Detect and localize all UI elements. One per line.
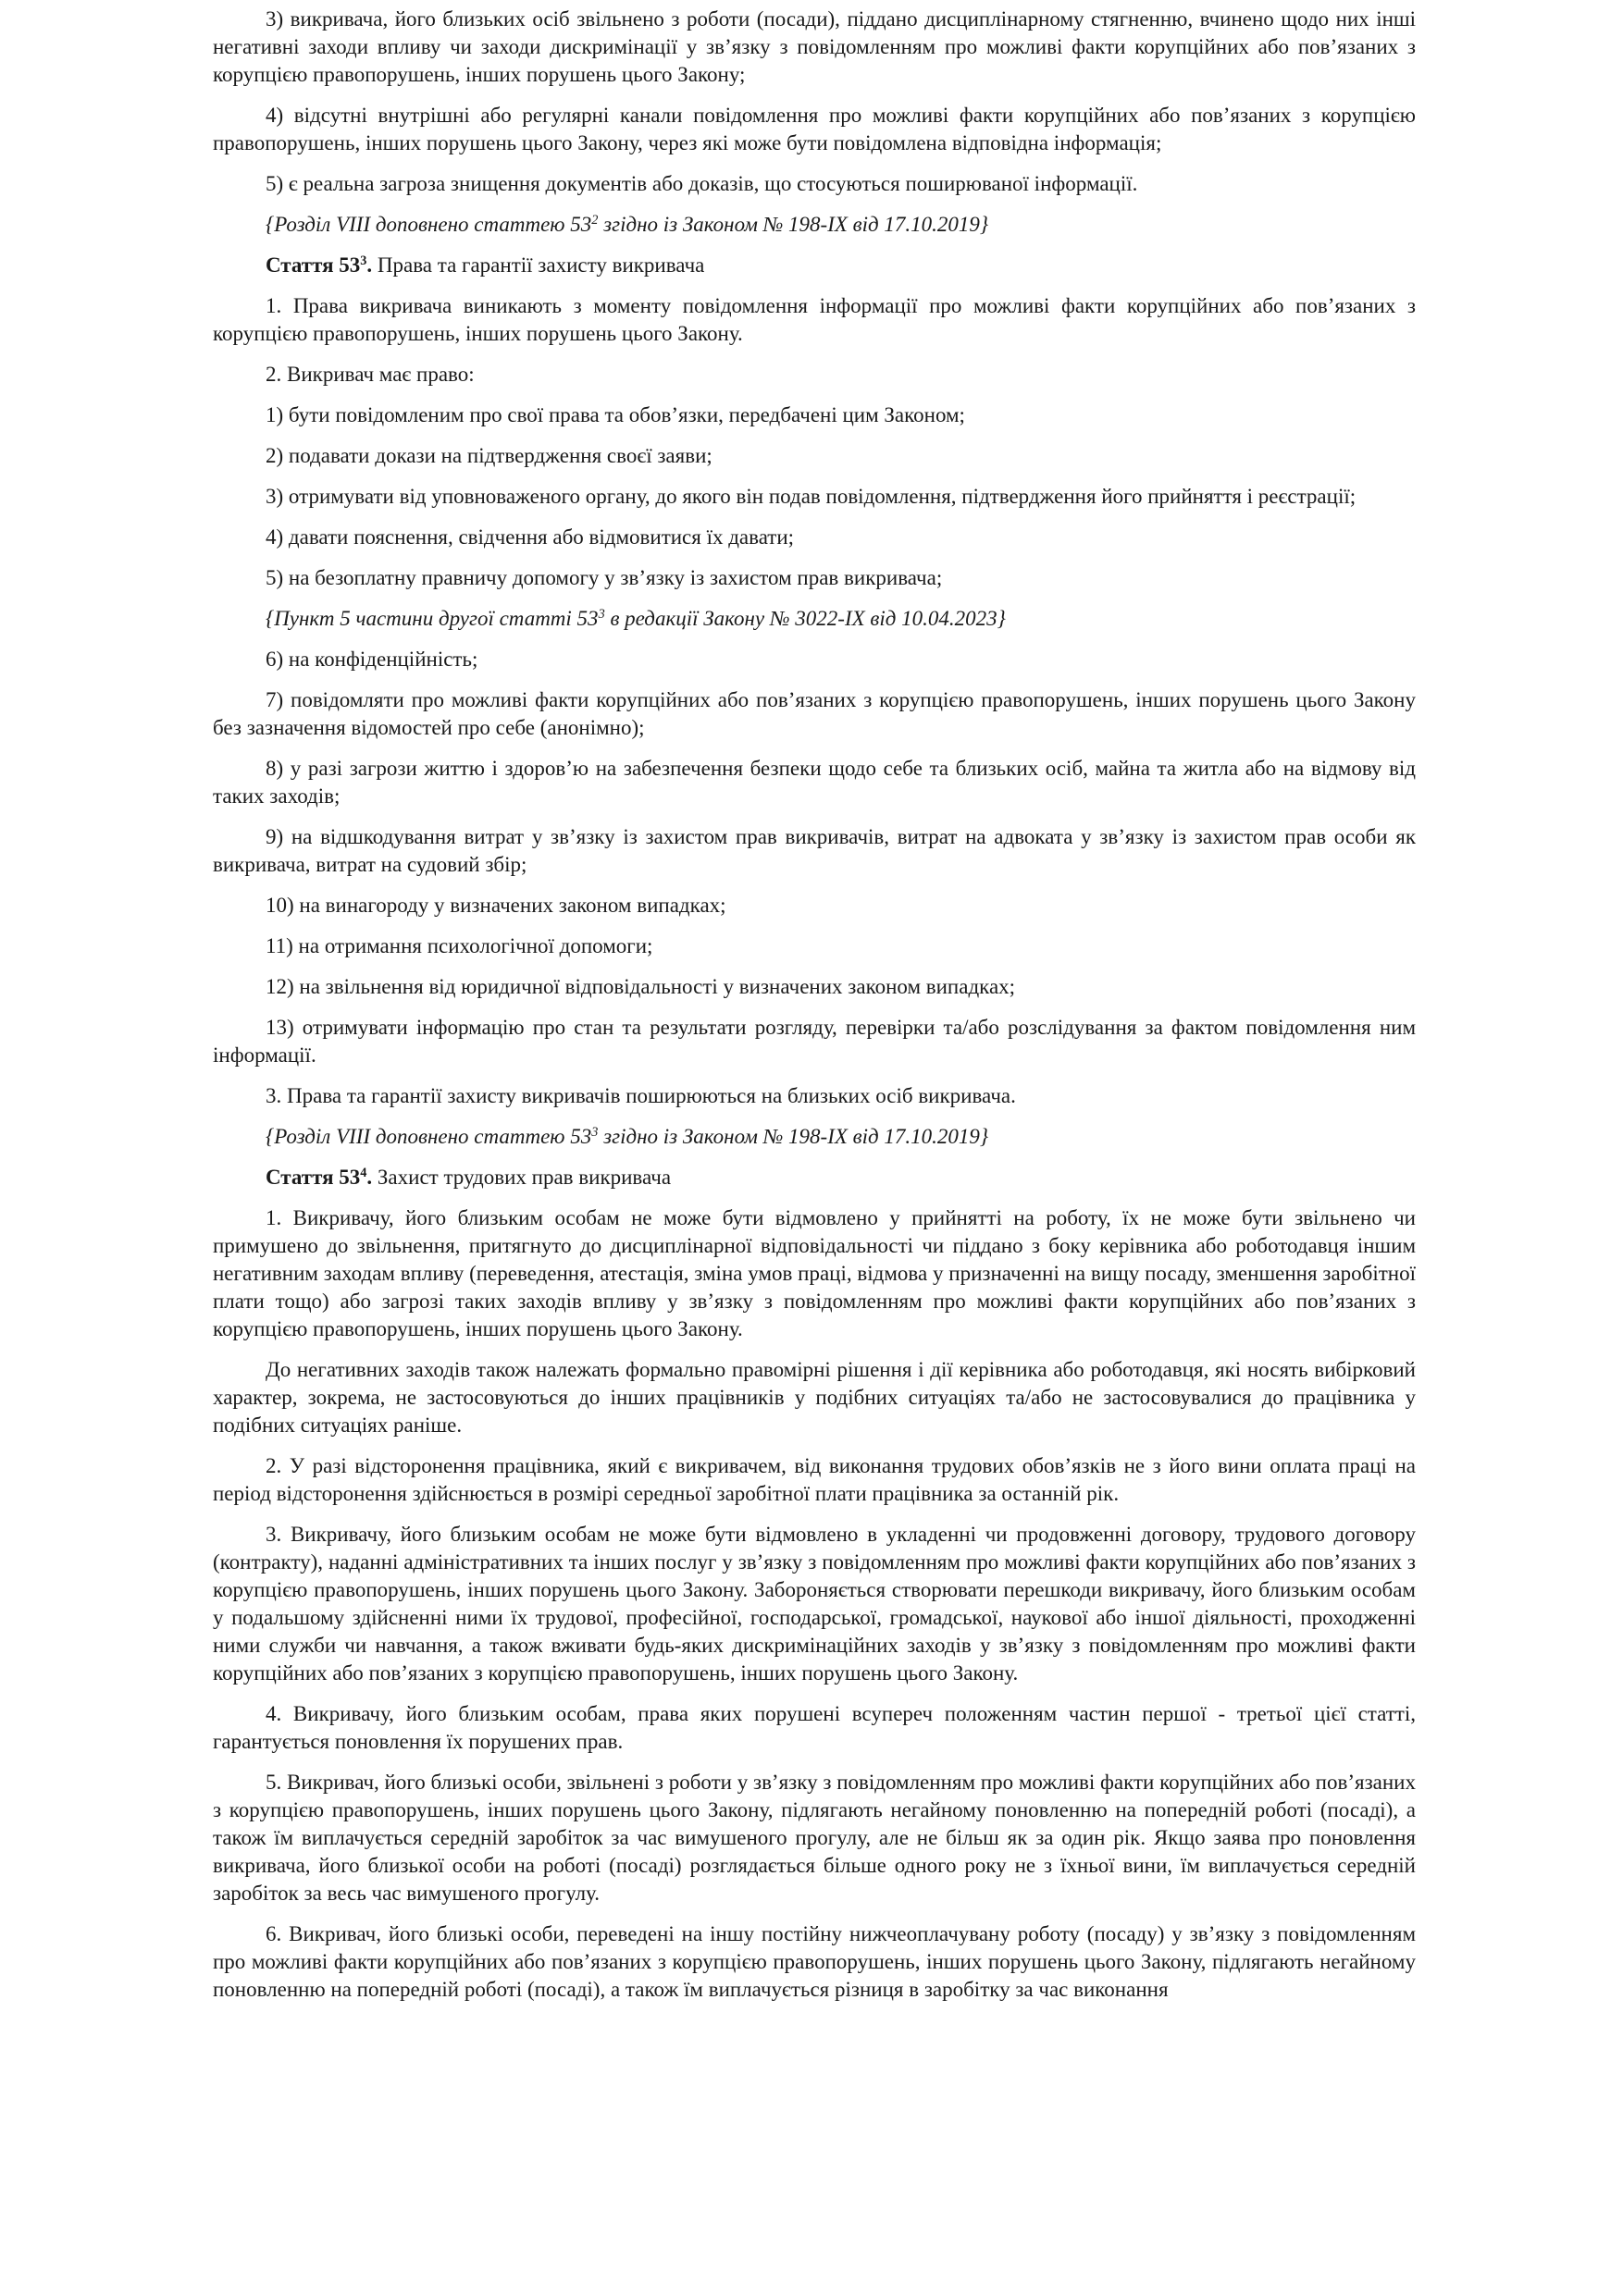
paragraph	[213, 102, 1416, 157]
paragraph	[213, 1014, 1416, 1069]
text-run: Стаття 53	[266, 253, 361, 277]
text-run: 5) на безоплатну правничу допомогу у зв’язку із захистом прав викривача;	[266, 566, 943, 589]
paragraph	[213, 442, 1416, 470]
paragraph	[213, 292, 1416, 348]
superscript: 4	[360, 1166, 367, 1181]
superscript: 3	[360, 253, 367, 269]
text-run: .	[366, 253, 373, 277]
text-run: 3. Викривачу, його близьким особам не може бути відмовлено в укладенні чи продовженні договору, трудового договору (контракту), наданні адміністративних та інших послуг у зв’язку з повідомленням про можливі факти корупційних або пов’язаних з корупцією правопорушень, інших порушень цього Закону. Забороняється створювати перешкоди викривачу, його близьким особам у подальшому здійсненні ними їх трудової, професійної, господарської, громадської, наукової або іншої діяльності, проходженні ними служби чи навчання, а також вживати будь-яких дискримінаційних заходів у зв’язку з повідомленням про можливі факти корупційних або пов’язаних з корупцією правопорушень, інших порушень цього Закону.	[213, 1523, 1416, 1685]
text-run: 6) на конфіденційність;	[266, 648, 478, 671]
text-run: 10) на винагороду у визначених законом випадках;	[266, 894, 726, 917]
editorial-note	[213, 211, 1416, 239]
superscript: 3	[591, 1125, 599, 1141]
text-run: Права та гарантії захисту викривача	[372, 253, 705, 277]
paragraph	[213, 1452, 1416, 1508]
text-run: 1) бути повідомленим про свої права та обов’язки, передбачені цим Законом;	[266, 403, 965, 426]
text-run: 4. Викривачу, його близьким особам, права яких порушені всупереч положенням частин першої - третьої цієї статті, гарантується поновлення їх порушених прав.	[213, 1702, 1416, 1753]
text-run: згідно із Законом № 198-IX від 17.10.2019}	[598, 1125, 989, 1148]
paragraph	[213, 686, 1416, 742]
paragraph	[213, 1521, 1416, 1687]
text-run: 5) є реальна загроза знищення документів або доказів, що стосуються поширюваної інформації.	[266, 172, 1138, 195]
text-run: 7) повідомляти про можливі факти корупційних або пов’язаних з корупцією правопорушень, інших порушень цього Закону без зазначення відомостей про себе (анонімно);	[213, 688, 1416, 739]
text-run: 6. Викривач, його близькі особи, переведені на іншу постійну нижчеоплачувану роботу (посаду) у зв’язку з повідомленням про можливі факти корупційних або пов’язаних з корупцією правопорушень, інших порушень цього Закону, підлягають негайному поновленню на попередній роботі (посаді), а також їм виплачується різниця в заробітку за час виконання	[213, 1922, 1416, 2001]
paragraph	[213, 755, 1416, 810]
paragraph	[213, 1356, 1416, 1439]
paragraph	[213, 401, 1416, 429]
paragraph	[213, 1920, 1416, 2004]
paragraph	[213, 1700, 1416, 1756]
text-run: 1. Права викривача виникають з моменту повідомлення інформації про можливі факти корупційних або пов’язаних з корупцією правопорушень, інших порушень цього Закону.	[213, 294, 1416, 345]
text-run: 4) відсутні внутрішні або регулярні канали повідомлення про можливі факти корупційних або пов’язаних з корупцією правопорушень, інших порушень цього Закону, через які може бути повідомлена відповідна інформація;	[213, 104, 1416, 154]
document-content	[213, 6, 1416, 2004]
paragraph	[213, 932, 1416, 960]
paragraph	[213, 1204, 1416, 1343]
paragraph	[213, 170, 1416, 198]
superscript: 3	[598, 607, 605, 623]
article-heading	[213, 1164, 1416, 1191]
text-run: .	[366, 1166, 373, 1189]
text-run: До негативних заходів також належать формально правомірні рішення і дії керівника або роботодавця, які носять вибірковий характер, зокрема, не застосовуються до інших працівників у подібних ситуаціях та/або не застосовувалися до працівника у подібних ситуаціях раніше.	[213, 1358, 1416, 1437]
editorial-note	[213, 1123, 1416, 1151]
text-run: Захист трудових прав викривача	[372, 1166, 672, 1189]
text-run: 11) на отримання психологічної допомоги;	[266, 934, 653, 957]
paragraph	[213, 361, 1416, 389]
paragraph	[213, 646, 1416, 673]
text-run: 13) отримувати інформацію про стан та результати розгляду, перевірки та/або розслідування за фактом повідомлення ним інформації.	[213, 1016, 1416, 1067]
paragraph	[213, 823, 1416, 879]
text-run: 5. Викривач, його близькі особи, звільнені з роботи у зв’язку з повідомленням про можливі факти корупційних або пов’язаних з корупцією правопорушень, інших порушень цього Закону, підлягають негайному поновленню на попередній роботі (посаді), а також їм виплачується середній заробіток за час вимушеного прогулу, але не більш як за один рік. Якщо заява про поновлення викривача, його близької особи на роботі (посаді) розглядається більше одного року не з їхньої вини, їм виплачується середній заробіток за весь час вимушеного прогулу.	[213, 1771, 1416, 1905]
paragraph	[213, 1082, 1416, 1110]
text-run: 9) на відшкодування витрат у зв’язку із захистом прав викривачів, витрат на адвоката у зв’язку із захистом прав особи як викривача, витрат на судовий збір;	[213, 825, 1416, 876]
paragraph	[213, 524, 1416, 551]
text-run: 3) отримувати від уповноваженого органу, до якого він подав повідомлення, підтвердження його прийняття і реєстрації;	[266, 485, 1357, 508]
paragraph	[213, 483, 1416, 511]
paragraph	[213, 1769, 1416, 1907]
text-run: {Пункт 5 частини другої статті 53	[266, 607, 599, 630]
text-run: 8) у разі загрози життю і здоров’ю на забезпечення безпеки щодо себе та близьких осіб, майна та житла або на відмову від таких заходів;	[213, 757, 1416, 808]
text-run: Стаття 53	[266, 1166, 361, 1189]
text-run: 12) на звільнення від юридичної відповідальності у визначених законом випадках;	[266, 975, 1016, 998]
text-run: 3) викривача, його близьких осіб звільнено з роботи (посади), піддано дисциплінарному стягненню, вчинено щодо них інші негативні заходи впливу чи заходи дискримінації у зв’язку з повідомленням про можливі факти корупційних або пов’язаних з корупцією правопорушень, інших порушень цього Закону;	[213, 7, 1416, 86]
text-run: згідно із Законом № 198-IX від 17.10.2019}	[598, 213, 989, 236]
text-run: в редакції Закону № 3022-IX від 10.04.2023}	[604, 607, 1006, 630]
paragraph	[213, 973, 1416, 1001]
text-run: 2. У разі відсторонення працівника, який є викривачем, від виконання трудових обов’язків не з його вини оплата праці на період відсторонення здійснюється в розмірі середньої заробітної плати працівника за останній рік.	[213, 1454, 1416, 1505]
text-run: 1. Викривачу, його близьким особам не може бути відмовлено у прийнятті на роботу, їх не може бути звільнено чи примушено до звільнення, притягнуто до дисциплінарної відповідальності чи піддано з боку керівника або роботодавця іншим негативним заходам впливу (переведення, атестація, зміна умов праці, відмова у призначенні на вищу посаду, зменшення заробітної плати тощо) або загрозі таких заходів впливу у зв’язку з повідомленням про можливі факти корупційних або пов’язаних з корупцією правопорушень, інших порушень цього Закону.	[213, 1206, 1416, 1340]
editorial-note	[213, 605, 1416, 633]
text-run: {Розділ VIII доповнено статтею 53	[266, 213, 592, 236]
text-run: 4) давати пояснення, свідчення або відмовитися їх давати;	[266, 525, 795, 549]
paragraph	[213, 564, 1416, 592]
paragraph	[213, 892, 1416, 920]
paragraph	[213, 6, 1416, 89]
superscript: 2	[591, 213, 599, 228]
text-run: 2) подавати докази на підтвердження своєї заяви;	[266, 444, 712, 467]
text-run: {Розділ VIII доповнено статтею 53	[266, 1125, 592, 1148]
text-run: 2. Викривач має право:	[266, 363, 475, 386]
text-run: 3. Права та гарантії захисту викривачів поширюються на близьких осіб викривача.	[266, 1084, 1016, 1107]
article-heading	[213, 252, 1416, 279]
